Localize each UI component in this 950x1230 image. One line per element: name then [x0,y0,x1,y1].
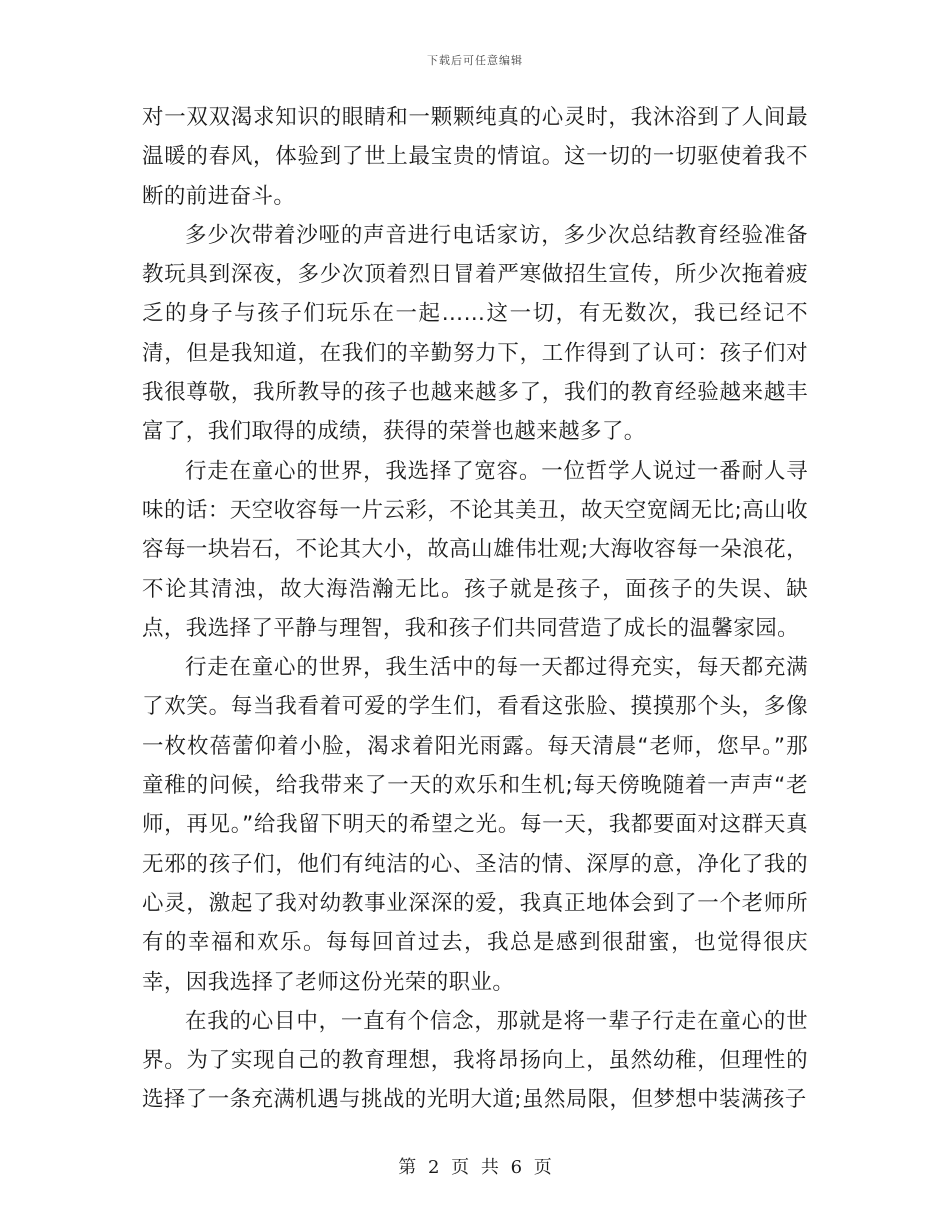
paragraph-5: 在我的心目中，一直有个信念，那就是将一辈子行走在童心的世界。为了实现自己的教育理想，我将昂扬向上，虽然幼稚，但理性的选择了一条充满机遇与挑战的光明大道;虽然局限，但梦想中装满孩子 [142,1008,808,1113]
paragraph-3: 行走在童心的世界，我选择了宽容。一位哲学人说过一番耐人寻味的话：天空收容每一片云彩，不论其美丑，故天空宽阔无比;高山收容每一块岩石，不论其大小，故高山雄伟壮观;大海收容每一朵浪花，不论其清浊，故大海浩瀚无比。孩子就是孩子，面孩子的失误、缺点，我选择了平静与理智，我和孩子们共同营造了成长的温馨家园。 [142,458,808,641]
paragraph-1: 对一双双渴求知识的眼睛和一颗颗纯真的心灵时，我沐浴到了人间最温暖的春风，体验到了世上最宝贵的情谊。这一切的一切驱使着我不断的前进奋斗。 [142,105,808,209]
page-number-footer: 第 2 页 共 6 页 [398,1157,552,1178]
paragraph-4: 行走在童心的世界，我生活中的每一天都过得充实，每天都充满了欢笑。每当我看着可爱的学生们，看看这张脸、摸摸那个头，多像一枚枚蓓蕾仰着小脸，渴求着阳光雨露。每天清晨“老师，您早。”那童稚的问候，给我带来了一天的欢乐和生机;每天傍晚随着一声声“老师，再见。”给我留下明天的希望之光。每一天，我都要面对这群天真无邪的孩子们，他们有纯洁的心、圣洁的情、深厚的意，净化了我的心灵，激起了我对幼教事业深深的爱，我真正地体会到了一个老师所有的幸福和欢乐。每每回首过去，我总是感到很甜蜜，也觉得很庆幸，因我选择了老师这份光荣的职业。 [142,655,808,995]
page-header-note: 下载后可任意编辑 [427,54,523,67]
paragraph-2: 多少次带着沙哑的声音进行电话家访，多少次总结教育经验准备教玩具到深夜，多少次顶着烈日冒着严寒做招生宣传，所少次拖着疲乏的身子与孩子们玩乐在一起……这一切，有无数次，我已经记不清，但是我知道，在我们的辛勤努力下，工作得到了认可：孩子们对我很尊敬，我所教导的孩子也越来越多了，我们的教育经验越来越丰富了，我们取得的成绩，获得的荣誉也越来越多了。 [142,222,808,445]
document-body [142,98,808,1120]
